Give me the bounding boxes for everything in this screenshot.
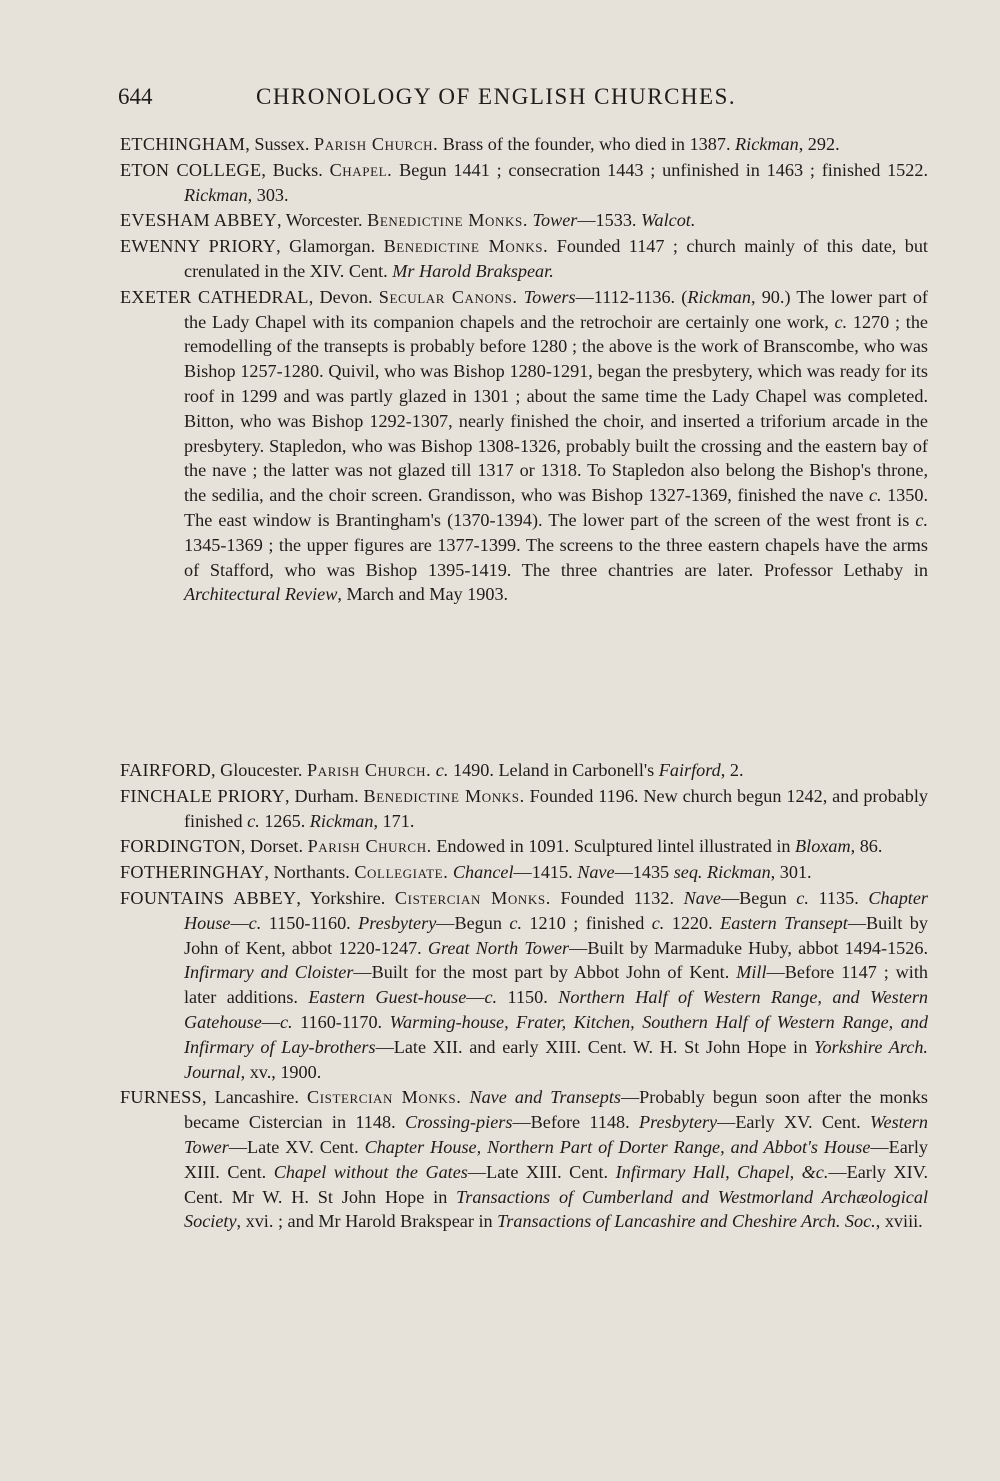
entry-text: , Devon. [308,286,379,307]
entry-italic-text: Eastern Transept [720,912,848,933]
entry-italic-text: c. [279,1011,293,1032]
entry-text: , 303. [247,184,289,205]
entry-italic-text: Yorkshire Arch. Journal [184,1036,928,1082]
entry-italic-text: Chapter House, Northern Part of Dorter Range, and Abbot's House [364,1136,871,1157]
entry-text: — [261,1011,280,1032]
entry-text: , 292. [798,134,840,154]
entry-text: , Lancashire. [201,1087,307,1108]
entry-text: , xvi. ; and Mr Harold Brakspear in [236,1211,498,1232]
entry-italic-text: c. [915,509,928,530]
entry-text: 1150. [497,987,559,1008]
entry-text: Founded 1132. [550,887,684,908]
entry-italic-text: Transactions of Cumberland and Westmorland Archæological Society [184,1186,928,1232]
entry-text: —Early XIV. Cent. Mr W. H. St John Hope in [184,1161,929,1207]
entry-text: , Durham. [285,785,364,806]
entry-category: Benedictine Monks. [363,785,525,806]
entry-category: Cistercian Monks. [394,887,551,908]
entry-heading: FAIRFORD [120,760,212,780]
entry [120,1085,928,1234]
entry [120,758,928,783]
entry-text: 1270 ; the remodelling of the transepts is probably before 1280 ; the above is the work of Branscombe, who was Bishop 1257-1280. Quivil, who was Bishop 1280-1291, began the presbytery, which was ready for its roof in 1299 and was partly glazed in 1301 ; about the same time the Lady Chapel was completed. Bitton, who was Bishop 1292-1307, nearly finished the choir, and inserted a triforium arcade in the presbytery. Stapledon, who was Bishop 1308-1326, probably built the crossing and the eastern bay of the nave ; the latter was not glazed till 1317 or 1318. To Stapledon also belong the Bishop's throne, the sedilia, and the choir screen. Grandisson, who was Bishop 1327-1369, finished the nave [184,311,928,506]
entry-text: 1160-1170. [292,1011,390,1032]
running-title: CHRONOLOGY OF ENGLISH CHURCHES. [256,84,737,109]
entry-italic-text: Chancel [452,862,514,883]
entry-italic-text: Nave [683,887,721,908]
entry [120,208,928,233]
entry-text: , xviii. [875,1211,923,1232]
entry-text: —Begun [436,912,510,933]
entry-text: —1435 [614,862,674,883]
entry-text: —Early XIII. Cent. [184,1136,928,1182]
entry-italic-text: Mr Harold Brakspear. [392,260,554,281]
entry-text: , Sussex. [245,134,314,154]
entry-heading: EWENNY PRIORY [120,236,277,257]
entry-category: Parish Church. [307,836,432,857]
entry-text: , Northants. [264,862,355,883]
entry-italic-text: Crossing-piers [404,1112,513,1133]
entry-category: Chapel. [329,159,393,180]
entry-heading: ETCHINGHAM [120,134,246,154]
entry-heading: FOTHERINGHAY [120,862,265,883]
entry-text: — [466,987,485,1008]
entry-text: —1112-1136. ( [575,286,688,307]
entry [120,784,928,834]
entry-category: Collegiate. [354,862,449,883]
entry-heading: FORDINGTON [120,836,241,857]
entry [120,234,928,284]
entry-text: , Yorkshire. [296,887,395,908]
entry-text: , 301. [770,862,812,883]
entry [120,132,928,157]
entry-italic-text: Rickman [309,810,374,831]
entry-text: 1150-1160. [261,912,359,933]
entry-text: , xv., 1900. [240,1061,322,1082]
entry-italic-text: Rickman [184,184,248,205]
entries-f-section [120,758,928,1235]
entry-italic-text: Tower [532,210,578,231]
entry-text: —Before 1148. [512,1112,640,1133]
entry-text: —Built for the most part by Abbot John of Kent. [353,962,737,983]
entry-italic-text: c. [796,887,809,908]
entry-text: —Begun [720,887,797,908]
entry-category: Parish Church. [306,760,432,780]
entry-text: , 86. [850,836,883,857]
entry-heading: FOUNTAINS ABBEY [120,887,297,908]
entry-italic-text: Fairford [658,760,721,780]
entry-heading: FURNESS [120,1087,202,1108]
entry-text: —Late XII. and early XIII. Cent. W. H. St John Hope in [375,1036,814,1057]
entry-text: , Worcester. [277,210,368,231]
entry-italic-text: Western Tower [184,1112,928,1157]
entry-text: —Built by John of Kent, abbot 1220-1247. [184,912,928,958]
entry-text: , Dorset. [240,836,308,857]
entry-italic-text: Transactions of Lancashire and Cheshire Arch. Soc. [497,1211,876,1232]
entry-text: 1135. [808,887,869,908]
running-head [118,84,938,118]
entry-italic-text: Chapel without the Gates [273,1161,468,1182]
entry-text: Founded 1196. New church begun 1242, and probably finished [184,785,928,831]
entry-italic-text: Towers [523,286,576,307]
entry-text: , March and May 1903. [337,584,509,605]
entry-italic-text: Eastern Guest-house [308,987,467,1008]
entry-italic-text: Rickman [687,286,751,307]
entry [120,886,928,1084]
entry-italic-text: Rickman [735,134,799,154]
entry-text: , 171. [373,810,415,831]
entry-category: Cistercian Monks. [306,1087,462,1108]
entry-italic-text: Walcot. [641,210,696,231]
entry-text: , 90.) The lower part of the Lady Chapel with its companion chapels and the retrochoir are certainly one work, [184,286,928,332]
entry-heading: EXETER CATHEDRAL [120,286,309,307]
entry-italic-text: c. [435,760,449,780]
entry-text: —Built by Marmaduke Huby, abbot 1494-1526. [569,937,928,958]
entry-italic-text: Northern Half of Western Range, and Western Gatehouse [184,987,928,1032]
entry-italic-text: c. [484,987,498,1008]
entry-italic-text: Nave [577,862,615,883]
entry-italic-text: c. [248,912,262,933]
entry-italic-text: Warming-house, Frater, Kitchen, Southern Half of Western Range, and Infirmary of Lay-brothers [184,1011,928,1057]
entry-category: Benedictine Monks. [383,236,549,257]
entry-heading: EVESHAM ABBEY [120,210,277,231]
entry-italic-text: Presbytery [639,1112,718,1133]
entry-text: 1490. Leland in Carbonell's [448,760,659,780]
entry-italic-text: c. [509,912,522,933]
entry [120,285,928,607]
entry-italic-text: c. [247,810,260,831]
entry-text: , Glamorgan. [276,236,384,257]
entry-text: —1533. [577,210,642,231]
entry-text: —Late XV. Cent. [228,1136,365,1157]
entry-text: , Gloucester. [211,760,307,780]
entry-heading: FINCHALE PRIORY [120,785,286,806]
entry-italic-text: Rickman [707,862,771,883]
entry-italic-text: Great North Tower [427,937,570,958]
entry-italic-text: Chapter House [184,887,928,933]
entry-text: 1220. [664,912,721,933]
entry-category: Secular Canons. [378,286,518,307]
entry-italic-text: seq. [673,862,703,883]
entry-text: —Probably begun soon after the monks became Cistercian in 1148. [184,1087,929,1133]
entry-text: Brass of the founder, who died in 1387. [438,134,736,154]
entry [120,834,928,859]
entry-text: —Early XV. Cent. [717,1112,871,1133]
entries-e-section [120,132,928,608]
entry-text: , Bucks. [261,159,330,180]
entry-text: Begun 1441 ; consecration 1443 ; unfinished in 1463 ; finished 1522. [392,159,929,180]
entry-text: 1345-1369 ; the upper figures are 1377-1399. The screens to the three eastern chapels have the arms of Stafford, who was Bishop 1395-1419. The three chantries are later. Professor Lethaby in [184,534,928,580]
entry-italic-text: c. [651,912,665,933]
entry-italic-text: Presbytery [358,912,437,933]
page-number: 644 [118,84,153,109]
entry-italic-text: Infirmary Hall, Chapel, &c. [615,1161,829,1182]
entry-text: 1265. [259,810,310,831]
entry-category: Parish Church. [313,134,439,154]
entry-text: 1210 ; finished [522,912,652,933]
entry-text: —1415. [513,862,578,883]
entry-italic-text: Nave and Transepts [469,1087,621,1108]
entry-text: Founded 1147 ; church mainly of this date, but crenulated in the XIV. Cent. [184,236,928,281]
entry-italic-text: c. [868,485,882,506]
entry-text: —Late XIII. Cent. [467,1161,616,1182]
entry-text: — [230,912,249,933]
entry [120,158,928,208]
entry-text: —Before 1147 ; with later additions. [184,962,928,1008]
entry-text: , 2. [720,760,744,780]
entry-italic-text: c. [834,311,848,332]
entry-italic-text: Infirmary and Cloister [184,962,354,983]
entry-italic-text: Mill [736,962,767,983]
entry-italic-text: Bloxam [795,836,851,857]
entry [120,860,928,885]
entry-text: Endowed in 1091. Sculptured lintel illustrated in [431,836,796,857]
entry-text: 1350. The east window is Brantingham's (1370-1394). The lower part of the screen of the west front is [184,485,928,530]
entry-category: Benedictine Monks. [367,210,528,231]
entry-italic-text: Architectural Review [184,584,338,605]
entry-heading: ETON COLLEGE [120,159,262,180]
